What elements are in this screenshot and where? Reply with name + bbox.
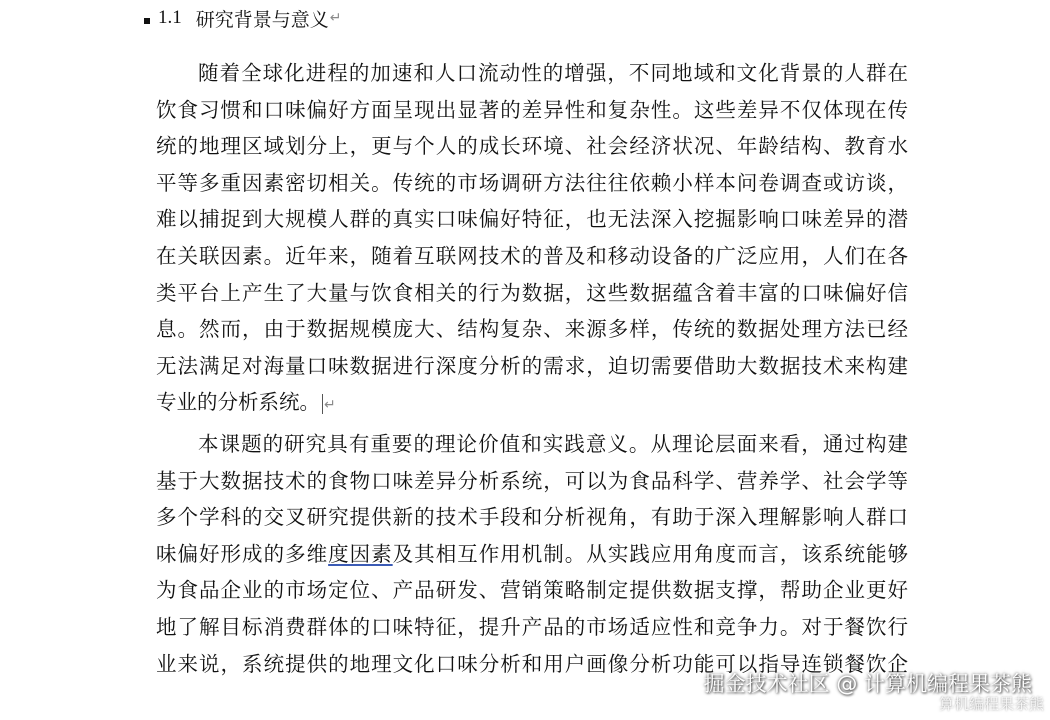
- text-line: 多个学科的交叉研究提供新的技术手段和分析视角，有助于深入理解影响人群口: [156, 505, 908, 530]
- text-line: 难以捕捉到大规模人群的真实口味偏好特征，也无法深入挖掘影响口味差异的潜: [156, 207, 908, 232]
- text-line: 基于大数据技术的食物口味差异分析系统，可以为食品科学、营养学、社会学等: [156, 468, 908, 493]
- text-line-last: [156, 384, 908, 421]
- text-line: 息。然而，由于数据规模庞大、结构复杂、来源多样，传统的数据处理方法已经: [156, 317, 908, 342]
- watermark: 掘金技术社区 @ 计算机编程果茶熊: [703, 672, 1032, 696]
- text-line: 统的地理区域划分上，更与个人的成长环境、社会经济状况、年龄结构、教育水: [156, 134, 908, 159]
- underlined-phrase: 度因素: [328, 541, 393, 566]
- section-number: 1.1: [158, 7, 182, 28]
- text-line: 为食品企业的市场定位、产品研发、营销策略制定提供数据支撑，帮助企业更好: [156, 578, 908, 603]
- watermark-secondary: 算机编程果茶熊: [938, 695, 1044, 713]
- text-line: 平等多重因素密切相关。传统的市场调研方法往往依赖小样本问卷调查或访谈，: [156, 170, 908, 195]
- text-segment: 专业的分析系统。: [156, 390, 320, 415]
- section-title: 研究背景与意义: [195, 8, 329, 31]
- heading-bullet-icon: [144, 18, 150, 24]
- text-line: 无法满足对海量口味数据进行深度分析的需求，迫切需要借助大数据技术来构建: [156, 353, 908, 378]
- text-segment: 味偏好形成的多维: [156, 541, 329, 566]
- text-line-with-underline: [156, 536, 908, 573]
- text-line: 业来说，系统提供的地理文化口味分析和用户画像分析功能可以指导连锁餐饮企: [156, 651, 908, 676]
- paragraph-mark-icon: ↵: [329, 10, 342, 26]
- text-line: 随着全球化进程的加速和人口流动性的增强，不同地域和文化背景的人群在: [198, 61, 908, 85]
- text-cursor: [322, 394, 323, 414]
- text-line: 类平台上产生了大量与饮食相关的行为数据，这些数据蕴含着丰富的口味偏好信: [156, 280, 908, 305]
- text-line: 本课题的研究具有重要的理论价值和实践意义。从理论层面来看，通过构建: [198, 431, 908, 456]
- text-line: 地了解目标消费群体的口味特征，提升产品的市场适应性和竞争力。对于餐饮行: [156, 614, 908, 639]
- text-line: 饮食习惯和口味偏好方面呈现出显著的差异性和复杂性。这些差异不仅体现在传: [156, 97, 908, 122]
- section-heading: [144, 4, 342, 32]
- body-text[interactable]: [156, 55, 908, 682]
- text-segment: 及其相互作用机制。从实践应用角度而言，该系统能够: [392, 541, 908, 566]
- paragraph-mark-icon: ↵: [324, 397, 336, 414]
- text-line: 在关联因素。近年来，随着互联网技术的普及和移动设备的广泛应用，人们在各: [156, 243, 908, 268]
